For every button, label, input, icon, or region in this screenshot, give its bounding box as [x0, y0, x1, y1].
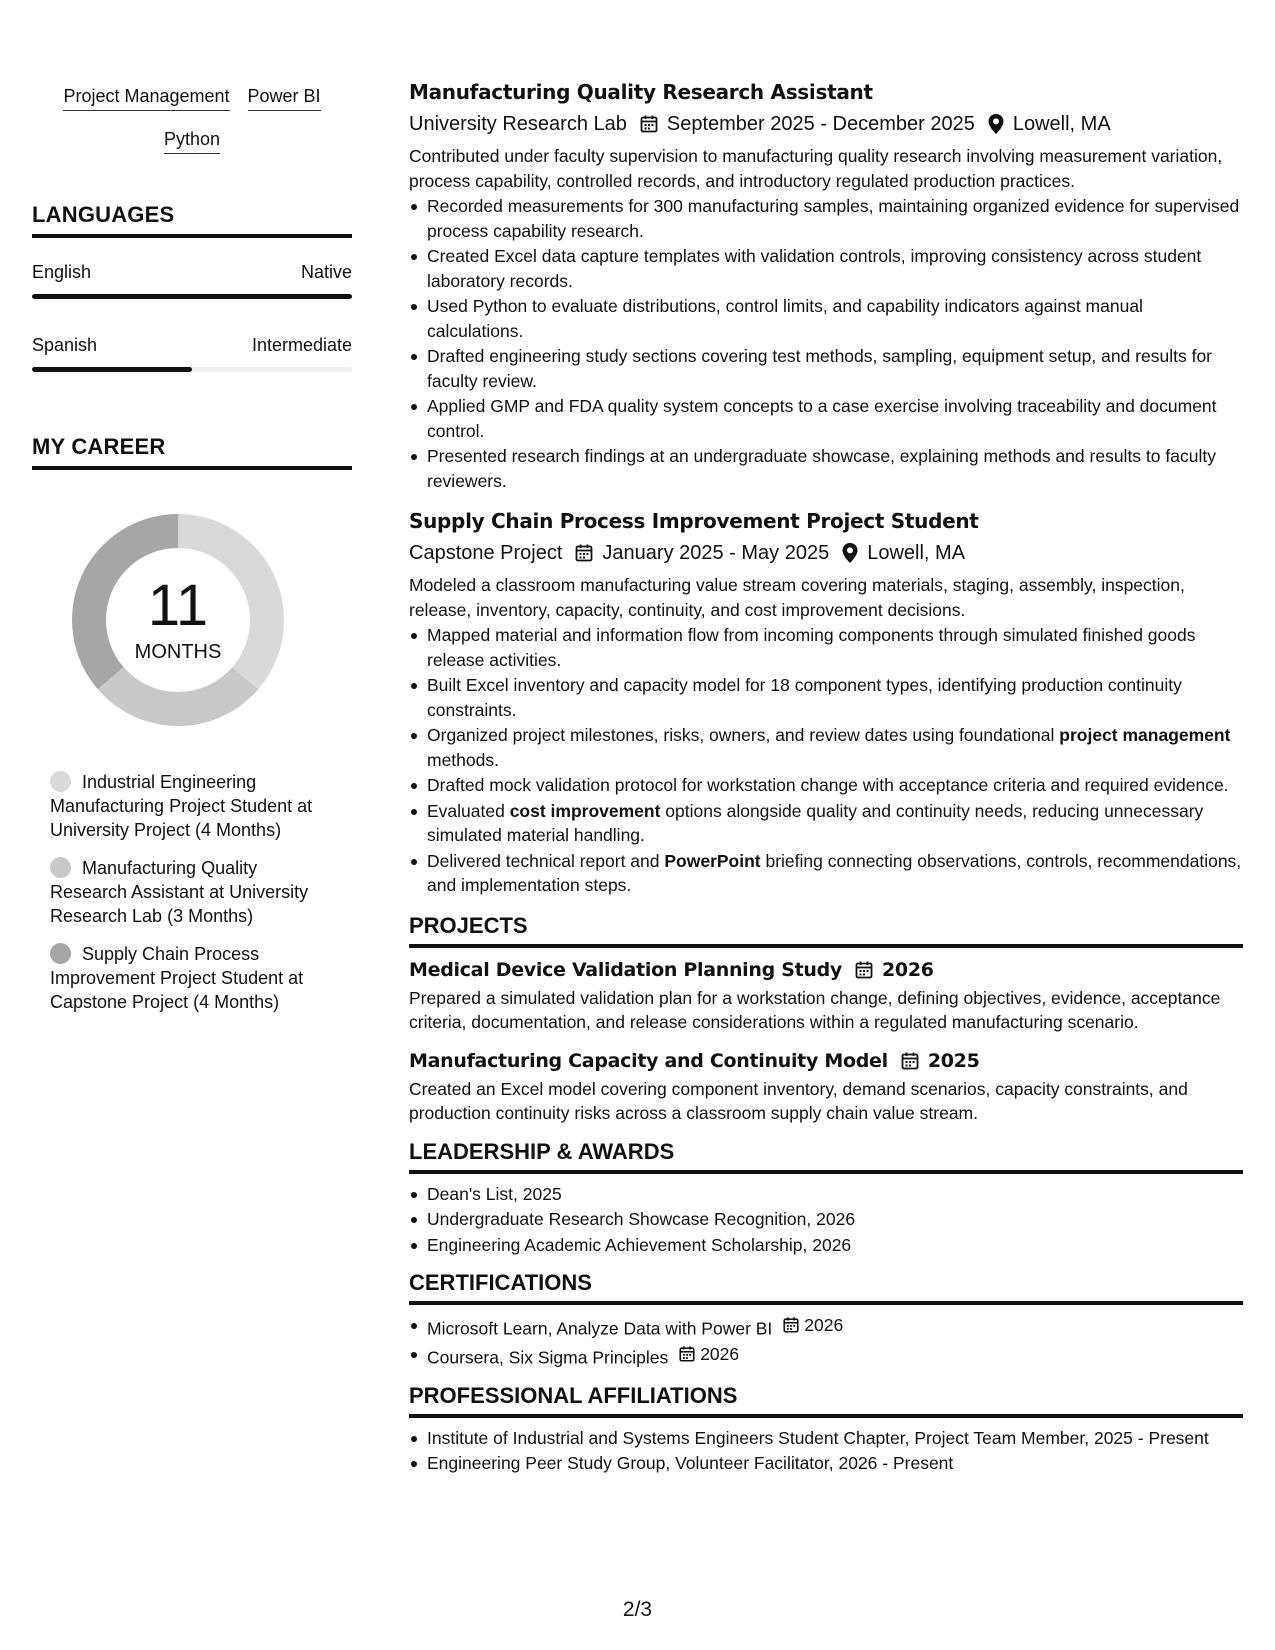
- calendar-icon: [574, 543, 594, 563]
- experience-item: [409, 507, 1243, 898]
- certification-year: 2026: [804, 1315, 844, 1335]
- award-item: Undergraduate Research Showcase Recognition, 2026: [409, 1207, 1243, 1232]
- certifications-list: [409, 1313, 1243, 1370]
- job-bullet: [409, 294, 1243, 343]
- bullet-text: Used Python to evaluate distributions, control limits, and capability indicators against manual calculations.: [427, 296, 1143, 341]
- affiliation-item: Engineering Peer Study Group, Volunteer Facilitator, 2026 - Present: [409, 1451, 1243, 1476]
- career-legend-label: Industrial Engineering Manufacturing Project Student at University Project (4 Months): [50, 772, 313, 840]
- calendar-icon: [639, 114, 659, 134]
- job-bullet: [409, 723, 1243, 772]
- certification-item: [409, 1313, 1243, 1341]
- certification-item: [409, 1342, 1243, 1370]
- career-legend-item: [50, 770, 352, 842]
- bullet-text: Drafted mock validation protocol for workstation change with acceptance criteria and required evidence.: [427, 775, 1229, 795]
- bullet-text: methods.: [427, 749, 499, 770]
- job-summary: Modeled a classroom manufacturing value stream covering materials, staging, assembly, inspection, release, inventory, capacity, continuity, and cost improvement decisions.: [409, 575, 1185, 620]
- career-legend-item: [50, 942, 352, 1014]
- job-bullet: [409, 673, 1243, 722]
- project-title: Medical Device Validation Planning Study: [409, 958, 843, 981]
- experience-list: [409, 78, 1243, 898]
- project-year: 2026: [882, 958, 934, 981]
- language-item: [32, 333, 352, 357]
- location-pin-icon: [987, 113, 1005, 135]
- job-bullet: [409, 344, 1243, 393]
- job-bullet: [409, 849, 1243, 898]
- location-pin-icon: [841, 542, 859, 564]
- job-bullets: [409, 623, 1243, 898]
- language-level: Intermediate: [251, 335, 352, 355]
- career-legend: [32, 770, 352, 1014]
- main-content: [409, 78, 1243, 1476]
- certification-year: 2026: [700, 1343, 740, 1364]
- job-bullet: [409, 799, 1243, 848]
- bullet-text: Drafted engineering study sections covering test methods, sampling, equipment setup, and results for faculty review.: [427, 346, 1213, 391]
- job-bullet: [409, 244, 1243, 293]
- certifications-heading: CERTIFICATIONS: [409, 1269, 1243, 1305]
- award-item: Dean's List, 2025: [409, 1182, 1243, 1207]
- career-donut-chart: [32, 508, 352, 748]
- job-title: Supply Chain Process Improvement Project Student: [409, 509, 979, 533]
- languages-list: [32, 260, 352, 372]
- affiliation-item: Institute of Industrial and Systems Engineers Student Chapter, Project Team Member, 2025 - Present: [409, 1426, 1243, 1451]
- project-item: [409, 956, 1243, 1035]
- career-total-number: 11: [147, 573, 209, 638]
- language-level: Native: [300, 262, 352, 282]
- bullet-text: Evaluated: [427, 800, 510, 821]
- job-organization: University Research Lab: [409, 113, 627, 135]
- bullet-text: Presented research findings at an undergraduate showcase, explaining methods and results to faculty reviewers.: [427, 446, 1216, 491]
- bullet-text: Organized project milestones, risks, owners, and review dates using foundational: [427, 725, 1060, 745]
- legend-dot: [50, 857, 71, 878]
- job-organization: Capstone Project: [409, 542, 563, 564]
- calendar-icon: [854, 960, 874, 980]
- affiliations-heading: PROFESSIONAL AFFILIATIONS: [409, 1382, 1243, 1418]
- experience-item: [409, 78, 1243, 493]
- language-item: [32, 260, 352, 284]
- bullet-text: Mapped material and information flow from incoming components through simulated finished goods release activities.: [427, 625, 1196, 670]
- bullet-text: options alongside quality and continuity needs, reducing unnecessary simulated material handling.: [427, 800, 1204, 845]
- job-dates: September 2025 - December 2025: [666, 113, 975, 135]
- language-bar: [32, 367, 352, 372]
- legend-dot: [50, 943, 71, 964]
- page-number: 2/3: [622, 1598, 653, 1621]
- bullet-text: PowerPoint: [664, 850, 761, 871]
- job-bullet: [409, 444, 1243, 493]
- sidebar: [32, 82, 352, 1028]
- certification-name: Coursera, Six Sigma Principles: [427, 1347, 669, 1367]
- awards-list: [409, 1182, 1243, 1258]
- job-location: Lowell, MA: [867, 542, 966, 564]
- career-legend-label: Supply Chain Process Improvement Project Student at Capstone Project (4 Months): [50, 944, 304, 1012]
- career-heading: MY CAREER: [32, 434, 352, 470]
- languages-heading: LANGUAGES: [32, 202, 352, 238]
- job-title: Manufacturing Quality Research Assistant: [409, 80, 873, 104]
- project-description: Created an Excel model covering component inventory, demand scenarios, capacity constraints, and production continuity risks across a classroom supply chain value stream.: [409, 1078, 1188, 1123]
- award-item: Engineering Academic Achievement Scholarship, 2026: [409, 1233, 1243, 1258]
- job-dates: January 2025 - May 2025: [602, 542, 830, 564]
- bullet-text: project management: [1059, 725, 1231, 745]
- career-legend-label: Manufacturing Quality Research Assistant at University Research Lab (3 Months): [50, 858, 309, 926]
- job-bullet: [409, 773, 1243, 798]
- skills-list: [32, 82, 352, 154]
- certification-name: Microsoft Learn, Analyze Data with Power BI: [427, 1318, 773, 1339]
- affiliations-list: [409, 1426, 1243, 1476]
- awards-heading: LEADERSHIP & AWARDS: [409, 1138, 1243, 1174]
- job-location: Lowell, MA: [1012, 113, 1111, 135]
- project-description: Prepared a simulated validation plan for a workstation change, defining objectives, evidence, acceptance criteria, documentation, and release considerations within a regulated manufacturing scenario.: [409, 987, 1221, 1032]
- job-summary: Contributed under faculty supervision to manufacturing quality research involving measurement variation, process capability, controlled records, and introductory regulated production practices.: [409, 146, 1223, 191]
- projects-heading: PROJECTS: [409, 912, 1243, 948]
- calendar-icon: [900, 1051, 920, 1071]
- career-total-unit: MONTHS: [134, 641, 222, 663]
- calendar-icon: [782, 1316, 800, 1334]
- language-name: Spanish: [32, 335, 98, 355]
- bullet-text: Recorded measurements for 300 manufacturing samples, maintaining organized evidence for supervised process capability research.: [427, 196, 1240, 241]
- project-year: 2025: [927, 1049, 980, 1072]
- job-bullets: [409, 194, 1243, 493]
- bullet-text: Applied GMP and FDA quality system concepts to a case exercise involving traceability and document control.: [427, 396, 1217, 441]
- skill-tag: Python: [164, 125, 220, 154]
- project-title: Manufacturing Capacity and Continuity Model: [409, 1049, 888, 1072]
- job-bullet: [409, 394, 1243, 443]
- bullet-text: briefing connecting observations, controls, recommendations, and implementation steps.: [427, 850, 1242, 895]
- language-name: English: [32, 262, 92, 282]
- skill-tag: Power BI: [248, 82, 321, 111]
- bullet-text: Created Excel data capture templates with validation controls, improving consistency across student laboratory records.: [427, 246, 1202, 291]
- job-bullet: [409, 623, 1243, 672]
- project-item: [409, 1047, 1243, 1126]
- career-legend-item: [50, 856, 352, 928]
- bullet-text: Delivered technical report and: [427, 850, 665, 871]
- job-bullet: [409, 194, 1243, 243]
- job-meta: [409, 109, 1243, 139]
- bullet-text: cost improvement: [509, 800, 661, 821]
- calendar-icon: [678, 1345, 696, 1363]
- legend-dot: [50, 771, 71, 792]
- language-bar: [32, 294, 352, 299]
- bullet-text: Built Excel inventory and capacity model for 18 component types, identifying production continuity constraints.: [427, 675, 1182, 720]
- skill-tag: Project Management: [63, 82, 229, 111]
- job-meta: [409, 538, 1243, 568]
